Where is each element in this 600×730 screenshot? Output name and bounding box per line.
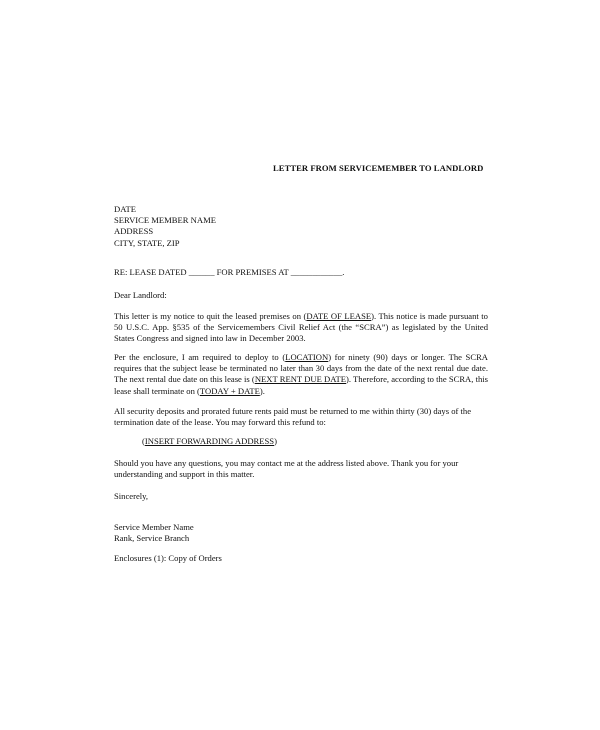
fwd-open-paren: ( <box>142 436 145 446</box>
closing: Sincerely, <box>114 491 149 501</box>
p2-text-g: ). <box>259 385 265 396</box>
forwarding-address-placeholder: INSERT FORWARDING ADDRESS <box>144 436 275 446</box>
re-line: RE: LEASE DATED ______ FOR PREMISES AT ____________. <box>114 267 345 277</box>
p2-text-c: ) for ninety (90) days or longer. The SCRA requires that the subject lease be terminated no later than 30 days from the date of the next rental due date. The next rental due date on this lease is ( <box>114 352 489 385</box>
date-line: DATE <box>114 204 136 214</box>
p2-text-e: ). Therefore, according to the SCRA, this lease shall terminate on ( <box>114 374 489 396</box>
forwarding-address-line <box>142 436 442 447</box>
enclosures-line: Enclosures (1): Copy of Orders <box>114 553 222 563</box>
paragraph-refund: All security deposits and prorated future rents paid must be returned to me within thirty (30) days of the termination date of the lease. You may forward this refund to: <box>114 406 472 428</box>
p2-text-a: Per the enclosure, I am required to deploy to ( <box>114 352 286 362</box>
paragraph-questions: Should you have any questions, you may contact me at the address listed above. Thank you for your understanding and support in this matter. <box>114 458 459 480</box>
location-placeholder: LOCATION <box>285 352 329 362</box>
salutation: Dear Landlord: <box>114 290 167 300</box>
signature-rank: Rank, Service Branch <box>114 533 190 544</box>
sender-address-block <box>114 204 488 249</box>
p1-text-c: ). This notice is made pursuant to 50 U.S.C. App. §535 of the Servicemembers Civil Relief Act (the “SCRA”) as legislated by the United States Congress and signed into law in December 2003. <box>114 311 488 344</box>
name-line: SERVICE MEMBER NAME <box>114 215 216 226</box>
today-date-placeholder: TODAY + DATE <box>199 385 260 396</box>
letter-title: LETTER FROM SERVICEMEMBER TO LANDLORD <box>273 163 484 173</box>
signature-block <box>114 522 488 544</box>
city-line: CITY, STATE, ZIP <box>114 237 180 248</box>
address-line: ADDRESS <box>114 226 154 237</box>
paragraph-notice <box>114 311 488 345</box>
next-rent-due-date-placeholder: NEXT RENT DUE DATE <box>254 374 346 385</box>
date-of-lease-placeholder: DATE OF LEASE <box>306 311 372 321</box>
paragraph-deployment <box>114 352 488 397</box>
signature-name: Service Member Name <box>114 522 194 532</box>
fwd-close-paren: ) <box>274 436 277 446</box>
p1-text-a: This letter is my notice to quit the leased premises on ( <box>114 311 307 321</box>
